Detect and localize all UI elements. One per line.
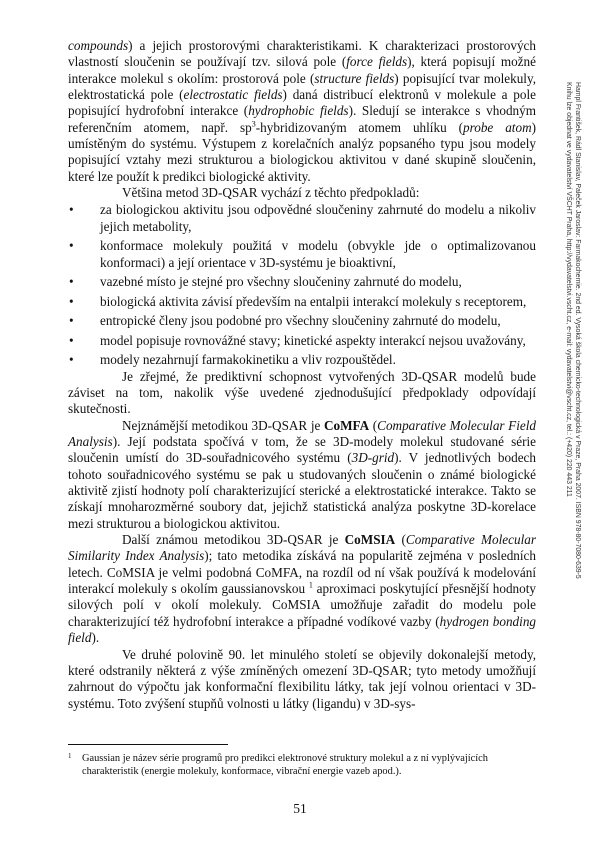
bullet-icon: • <box>69 332 74 348</box>
text: Nejznámější metodikou 3D-QSAR je <box>122 417 324 433</box>
text: ). Sledují se interakce s vhodným referenčním atomem, např. sp <box>68 103 536 135</box>
bullet-icon: • <box>69 202 74 218</box>
list-item <box>68 202 536 235</box>
footnote <box>68 752 536 778</box>
superscript: 3 <box>251 119 256 129</box>
term-compounds: compounds <box>68 38 129 53</box>
text: ( <box>395 532 406 548</box>
list-item-text: vazebné místo je stejné pro všechny sloučeniny zahrnuté do modelu, <box>100 274 462 290</box>
list-item-text: modely nezahrnují farmakokinetiku a vliv rozpouštědel. <box>100 352 396 368</box>
text: ); tato metodika získává na popularitě zejména v posledních letech. CoMSIA je velmi podobná CoMFA, na rozdíl od ní však používá k modelování interakcí molekuly s okolím gaussianovskou <box>68 548 536 597</box>
term-hydrophobic-fields: hydrophobic fields <box>248 103 349 119</box>
publisher-sidebar <box>564 82 581 642</box>
paragraph-force-fields <box>68 38 536 185</box>
text: ) popisující tvar molekuly, elektrostatická pole ( <box>68 70 537 103</box>
list-item-text: konformace molekuly použitá v modelu (obvykle jde o optimalizovanou konformaci) a její orientace v 3D-systému je bioaktivní, <box>100 238 536 270</box>
footnote-reference[interactable]: 1 <box>308 580 313 590</box>
page-number: 51 <box>293 801 307 816</box>
text: -hybridizovaným atomem uhlíku ( <box>255 119 463 135</box>
text: ). Její podstata spočívá v tom, že se 3D-modely molekul studované série sloučenin umístí do 3D-souřadnicového systému ( <box>68 434 536 466</box>
list-item-text: biologická aktivita závisí především na entalpii interakcí molekuly s receptorem, <box>100 293 527 309</box>
sidebar-order-info: Knihu lze objednat ve vydavatelství VŠCHT Praha, http://vydavatelstvi.vscht.cz, e-mail: vydavatelstvi@vscht.cz, tel.: (+420) 220 443 211 <box>565 82 573 497</box>
bullet-icon: • <box>69 238 74 254</box>
text: ), která popisují možné interakce molekul s okolím: prostorová pole ( <box>68 54 536 86</box>
list-item <box>68 333 536 349</box>
bullet-icon: • <box>69 313 74 329</box>
term-force-fields: force fields <box>346 54 408 70</box>
footnote-divider <box>68 744 228 745</box>
term-probe-atom: probe atom <box>463 119 532 135</box>
list-item <box>68 274 536 290</box>
list-item <box>68 238 536 271</box>
text: aproximaci poskytující přesnější hodnoty silových polí v okolí molekuly. CoMSIA umožňuje zařadit do modelu pole charakterizující též hydrofobní interakce a případné vodíkové vazby ( <box>68 581 536 629</box>
term-electrostatic-fields: electrostatic fields <box>183 87 283 103</box>
term-structure-fields: structure fields <box>314 70 395 86</box>
term-comfa: CoMFA <box>323 417 370 433</box>
list-item <box>68 313 536 329</box>
term-hydrogen-bonding-field: hydrogen bonding field <box>68 613 537 646</box>
term-comfa-expansion: Comparative Molecular Field Analysis <box>68 417 536 450</box>
paragraph-comsia <box>68 532 536 646</box>
term-comsia-expansion: Comparative Molecular Similarity Index Analysis <box>68 532 536 564</box>
assumptions-list <box>68 202 536 368</box>
paragraph-advanced-methods: Ve druhé polovině 90. let minulého století se objevily dokonalejší metody, které odstranily některá z výše zmíněných omezení 3D-QSAR; tyto metody umožňují zahrnout do výpočtu jak konformační flexibilitu látky, tak její volnou orientaci v 3D-systému. Toto zvýšení stupňů volnosti u látky (ligandu) v 3D-sys- <box>68 646 536 711</box>
sidebar-citation: Hampl František, Rádl Stanislav, Paleček Jaroslav: Farmakochemie. 2nd ed. Vysoká škola chemicko-technologická v Praze, Praha 2007. ISBN 978-80-7080-639-5 <box>574 82 581 579</box>
text: ( <box>369 417 378 433</box>
footnote-mark: 1 <box>68 752 72 760</box>
text: ) umístěným do systému. Výstupem z korelačních analýz popsaného typu jsou modely popisující vztahy mezi strukturou a biologickou aktivitou v dané skupině sloučenin, které lze použít k predikci biologické aktivity. <box>68 119 536 184</box>
bullet-icon: • <box>69 293 74 309</box>
text: ) daná distribucí elektronů v molekule a pole popisující hydrofobní interakce ( <box>68 87 536 119</box>
bullet-icon: • <box>69 274 74 290</box>
list-item-text: entropické členy jsou podobné pro všechny sloučeniny zahrnuté do modelu, <box>100 313 501 329</box>
text: ) a jejich prostorovými charakteristikami. K charakterizaci prostorových vlastností sloučenin se používají tzv. silová pole ( <box>68 38 536 70</box>
bullet-icon: • <box>69 352 74 368</box>
text: ). V jednotlivých bodech tohoto souřadnicového systému se pak u studovaných sloučenin o známé biologické aktivitě zjistí hodnoty polí charakterizující sterické a elektrostatické interakce. Takto se získají mnoharozměrné soubory dat, jejichž statistická analýza poskytne 3D-korelace mezi strukturou a biologickou aktivitou. <box>68 450 536 531</box>
paragraph-comfa <box>68 418 536 532</box>
list-item <box>68 352 536 368</box>
paragraph-assumptions-intro: Většina metod 3D-QSAR vychází z těchto předpokladů: <box>122 185 420 201</box>
list-item <box>68 294 536 310</box>
footnote-text: Gaussian je název série programů pro predikci elektronové struktury molekul a z ní vyplývajících charakteristik (energie molekuly, konformace, vibrační energie vazeb apod.). <box>82 753 488 777</box>
paragraph-predictive-ability: Je zřejmé, že prediktivní schopnost vytvořených 3D-QSAR modelů bude záviset na tom, nakolik výše uvedené zjednodušující předpoklady odpovídají skutečnosti. <box>68 368 536 417</box>
term-3d-grid: 3D-grid <box>351 450 395 466</box>
page-body <box>68 38 536 712</box>
list-item-text: model popisuje rovnovážné stavy; kinetické aspekty interakcí nejsou uvažovány, <box>100 332 526 348</box>
text: Další známou metodikou 3D-QSAR je <box>122 532 345 548</box>
text: ). <box>91 630 100 646</box>
list-item-text: za biologickou aktivitu jsou odpovědné sloučeniny zahrnuté do modelu a nikoliv jejich metabolity, <box>100 202 536 234</box>
term-comsia: CoMSIA <box>344 532 396 548</box>
